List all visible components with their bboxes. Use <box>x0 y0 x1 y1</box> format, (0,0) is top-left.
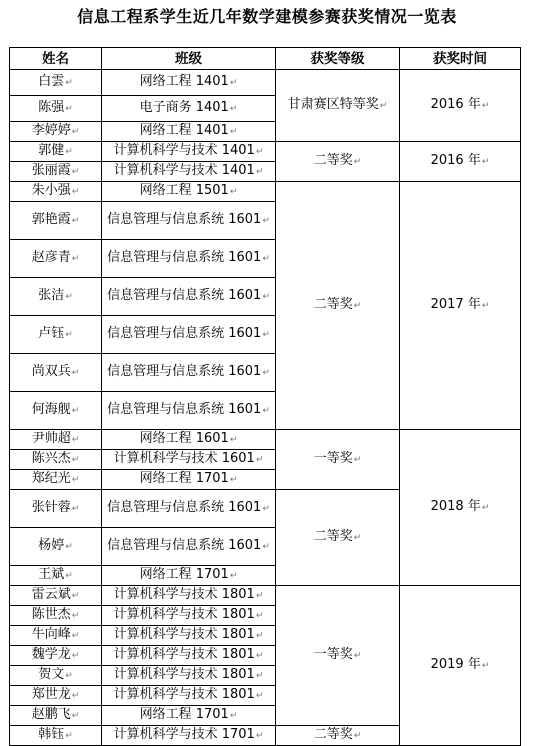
student-name: 张针蓉↵ <box>10 490 102 528</box>
student-name: 贺文↵ <box>10 666 102 686</box>
table-row <box>10 430 521 450</box>
student-name: 卢钰↵ <box>10 316 102 354</box>
awards-table <box>9 47 521 746</box>
student-name: 郭健↵ <box>10 142 102 162</box>
student-class: 计算机科学与技术 1801↵ <box>102 646 276 666</box>
award-level: 二等奖↵ <box>276 182 400 430</box>
student-class: 计算机科学与技术 1601↵ <box>102 450 276 470</box>
student-name: 朱小强↵ <box>10 182 102 202</box>
student-name: 杨婷↵ <box>10 528 102 566</box>
student-name: 雷云斌↵ <box>10 586 102 606</box>
table-header-row <box>10 48 521 70</box>
student-name: 陈世杰↵ <box>10 606 102 626</box>
header-award: 获奖等级 <box>276 48 400 70</box>
student-class: 网络工程 1501↵ <box>102 182 276 202</box>
award-year: 2017 年↵ <box>400 182 521 430</box>
student-class: 信息管理与信息系统 1601↵ <box>102 316 276 354</box>
student-class: 计算机科学与技术 1701↵ <box>102 726 276 746</box>
award-level: 二等奖↵ <box>276 726 400 746</box>
student-name: 赵彦青↵ <box>10 240 102 278</box>
student-class: 网络工程 1701↵ <box>102 470 276 490</box>
student-name: 郑世龙↵ <box>10 686 102 706</box>
student-name: 郭艳霞↵ <box>10 202 102 240</box>
student-name: 尚双兵↵ <box>10 354 102 392</box>
student-class: 信息管理与信息系统 1601↵ <box>102 240 276 278</box>
student-name: 王斌↵ <box>10 566 102 586</box>
award-year: 2019 年↵ <box>400 586 521 746</box>
header-name: 姓名 <box>10 48 102 70</box>
student-name: 郑纪光↵ <box>10 470 102 490</box>
student-name: 陈兴杰↵ <box>10 450 102 470</box>
student-class: 网络工程 1601↵ <box>102 430 276 450</box>
student-name: 李婷婷↵ <box>10 122 102 142</box>
student-class: 信息管理与信息系统 1601↵ <box>102 354 276 392</box>
award-level: 一等奖↵ <box>276 586 400 726</box>
award-year: 2018 年↵ <box>400 430 521 586</box>
table-row <box>10 586 521 606</box>
student-name: 尹帅超↵ <box>10 430 102 450</box>
student-class: 计算机科学与技术 1401↵ <box>102 142 276 162</box>
table-row <box>10 182 521 202</box>
student-class: 计算机科学与技术 1401↵ <box>102 162 276 182</box>
award-level: 一等奖↵ <box>276 430 400 490</box>
student-class: 网络工程 1701↵ <box>102 566 276 586</box>
award-year: 2016 年↵ <box>400 70 521 142</box>
student-class: 计算机科学与技术 1801↵ <box>102 666 276 686</box>
student-class: 计算机科学与技术 1801↵ <box>102 626 276 646</box>
student-name: 何海舰↵ <box>10 392 102 430</box>
student-class: 网络工程 1701↵ <box>102 706 276 726</box>
award-level: 二等奖↵ <box>276 490 400 586</box>
award-year: 2016 年↵ <box>400 142 521 182</box>
student-class: 计算机科学与技术 1801↵ <box>102 686 276 706</box>
student-class: 信息管理与信息系统 1601↵ <box>102 278 276 316</box>
student-class: 信息管理与信息系统 1601↵ <box>102 202 276 240</box>
student-name: 白雲↵ <box>10 70 102 96</box>
student-class: 网络工程 1401↵ <box>102 122 276 142</box>
page-title: 信息工程系学生近几年数学建模参赛获奖情况一览表 <box>77 7 457 26</box>
student-name: 张丽霞↵ <box>10 162 102 182</box>
table-row <box>10 70 521 96</box>
student-class: 网络工程 1401↵ <box>102 70 276 96</box>
award-level: 甘肃赛区特等奖↵ <box>276 70 400 142</box>
student-class: 信息管理与信息系统 1601↵ <box>102 392 276 430</box>
student-name: 魏学龙↵ <box>10 646 102 666</box>
table-row <box>10 142 521 162</box>
header-class: 班级 <box>102 48 276 70</box>
student-class: 计算机科学与技术 1801↵ <box>102 606 276 626</box>
student-name: 牛向峰↵ <box>10 626 102 646</box>
student-name: 韩钰↵ <box>10 726 102 746</box>
student-name: 赵鹏飞↵ <box>10 706 102 726</box>
student-name: 陈强↵ <box>10 96 102 122</box>
student-name: 张洁↵ <box>10 278 102 316</box>
student-class: 计算机科学与技术 1801↵ <box>102 586 276 606</box>
student-class: 信息管理与信息系统 1601↵ <box>102 490 276 528</box>
award-level: 二等奖↵ <box>276 142 400 182</box>
header-time: 获奖时间 <box>400 48 521 70</box>
student-class: 电子商务 1401↵ <box>102 96 276 122</box>
student-class: 信息管理与信息系统 1601↵ <box>102 528 276 566</box>
